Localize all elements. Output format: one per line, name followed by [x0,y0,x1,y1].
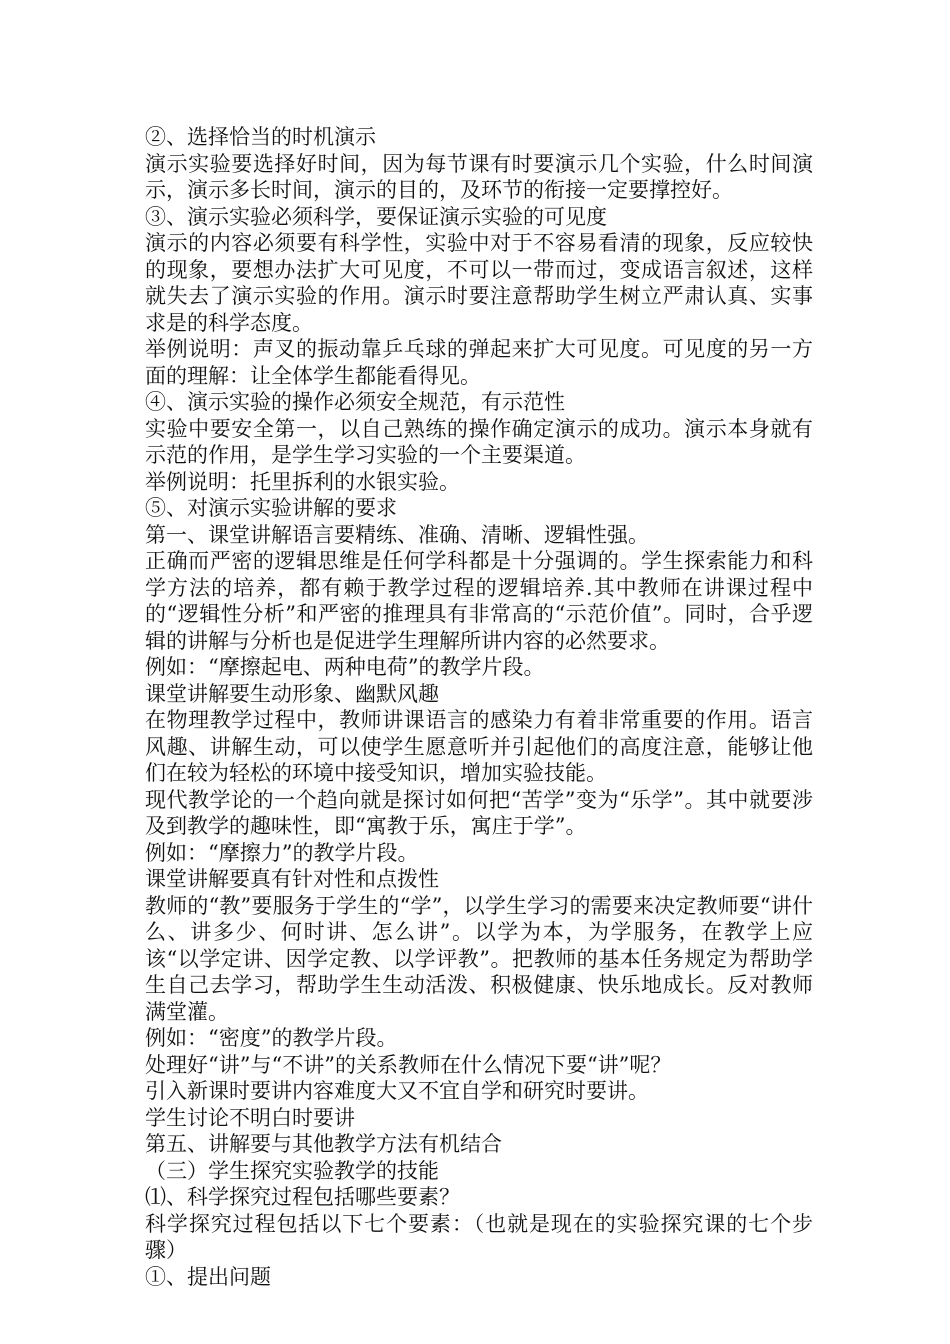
section-heading: （三）学生探究实验教学的技能 [145,1158,439,1183]
paragraph: 教师的“教”要服务于学生的“学”，以学生学习的需要来决定教师要“讲什么、讲多少、何时讲、怎么讲”。以学为本，为学服务，在教学上应该“以学定讲、因学定教、以学评教”。把教师的基本任务规定为帮助学生自己去学习，帮助学生生动活泼、积极健康、快乐地成长。反对教师满堂灌。 [145,893,813,1024]
paragraph: 课堂讲解要生动形象、幽默风趣 [145,681,439,706]
heading-explanation: ⑤、对演示实验讲解的要求 [145,496,397,520]
paragraph: ①、提出问题 [145,1264,271,1289]
paragraph: 实验中要安全第一，以自己熟练的操作确定演示的成功。演示本身就有示范的作用，是学生学习实验的一个主要渠道。 [145,416,813,467]
paragraph: 演示实验要选择好时间，因为每节课有时要演示几个实验，什么时间演示，演示多长时间，演示的目的，及环节的衔接一定要撑控好。 [145,151,813,202]
paragraph: 学生讨论不明白时要讲 [145,1105,355,1130]
paragraph: 第五、讲解要与其他教学方法有机结合 [145,1132,502,1156]
paragraph: 例如：“密度”的教学片段。 [145,1026,398,1050]
paragraph: 正确而严密的逻辑思维是任何学科都是十分强调的。学生探索能力和科学方法的培养，都有赖于教学过程的逻辑培养.其中教师在讲课过程中的“逻辑性分析”和严密的推理具有非常高的“示范价值”。同时，合乎逻辑的讲解与分析也是促进学生理解所讲内容的必然要求。 [145,549,813,653]
paragraph: 科学探究过程包括以下七个要素：（也就是现在的实验探究课的七个步骤） [145,1211,813,1262]
paragraph: 例如：“摩擦力”的教学片段。 [145,840,419,865]
document-body [145,124,813,1290]
paragraph: 课堂讲解要真有针对性和点拨性 [145,867,439,891]
heading-timing: ②、选择恰当的时机演示 [145,125,376,149]
paragraph: 处理好“讲”与“不讲”的关系教师在什么情况下要“讲”呢？ [145,1052,672,1077]
paragraph: 现代教学论的一个趋向就是探讨如何把“苦学”变为“乐学”。其中就要涉及到教学的趣味性，即“寓教于乐，寓庄于学”。 [145,787,813,838]
heading-safety: ④、演示实验的操作必须安全规范，有示范性 [145,390,565,414]
paragraph: ⑴、科学探究过程包括哪些要素？ [145,1185,460,1209]
paragraph: 第一、课堂讲解语言要精练、准确、清晰、逻辑性强。 [145,522,649,547]
paragraph: 举例说明：托里拆利的水银实验。 [145,469,460,494]
paragraph: 在物理教学过程中，教师讲课语言的感染力有着非常重要的作用。语言风趣、讲解生动，可以使学生愿意听并引起他们的高度注意，能够让他们在较为轻松的环境中接受知识，增加实验技能。 [145,708,813,785]
paragraph: 演示的内容必须要有科学性，实验中对于不容易看清的现象，反应较快的现象，要想办法扩大可见度，不可以一带而过，变成语言叙述，这样就失去了演示实验的作用。演示时要注意帮助学生树立严肃认真、实事求是的科学态度。 [145,231,813,335]
paragraph: 引入新课时要讲内容难度大又不宜自学和研究时要讲。 [145,1079,649,1103]
paragraph: 举例说明：声叉的振动靠乒乓球的弹起来扩大可见度。可见度的另一方面的理解：让全体学生都能看得见。 [145,337,813,388]
heading-scientific: ③、演示实验必须科学，要保证演示实验的可见度 [145,204,607,229]
paragraph: 例如：“摩擦起电、两种电荷”的教学片段。 [145,655,545,679]
